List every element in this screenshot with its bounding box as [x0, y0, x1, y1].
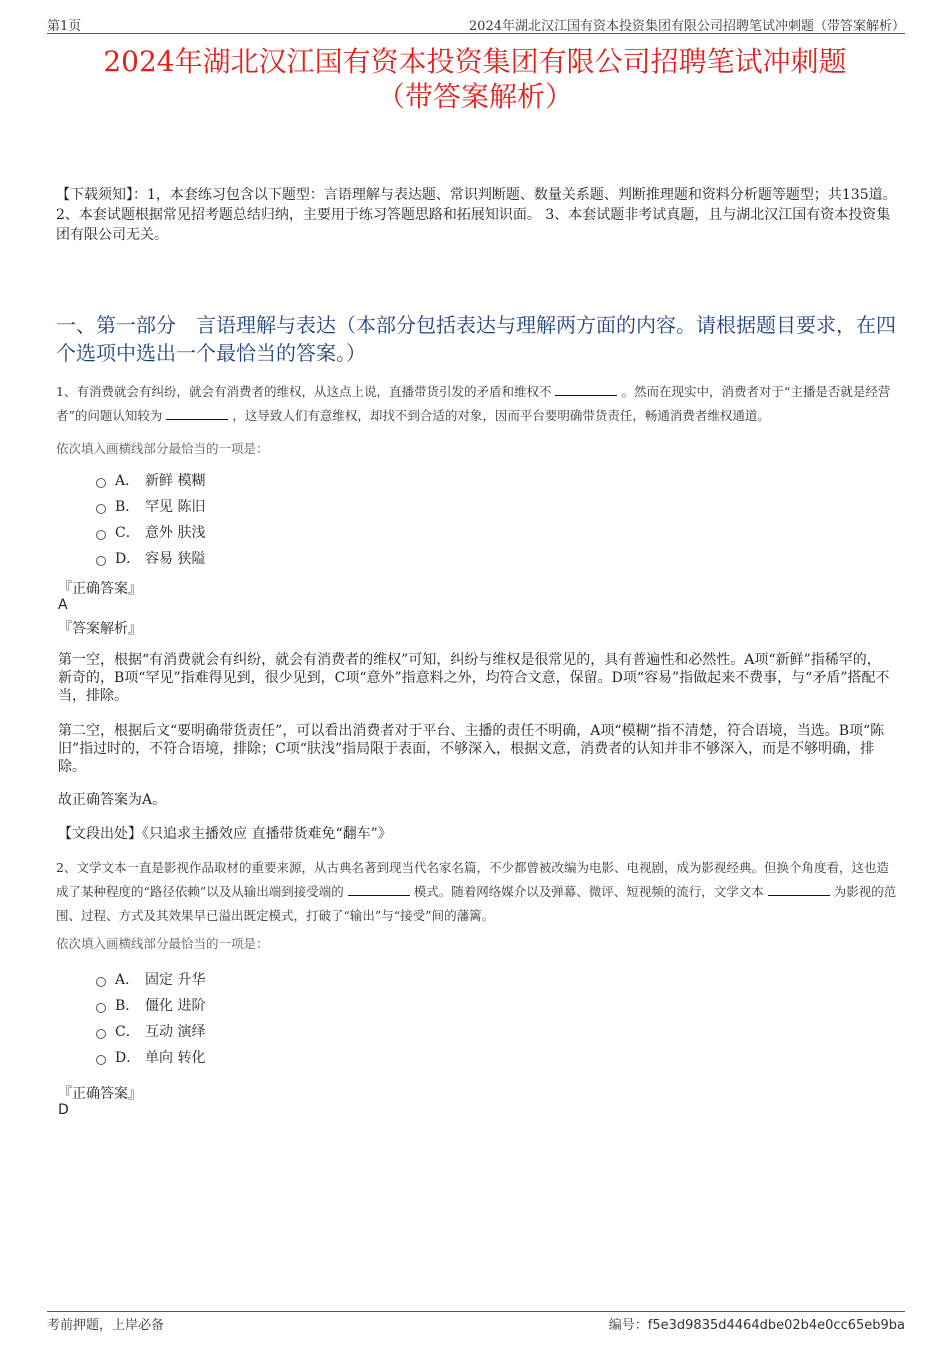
analysis-paragraph-2: 第二空，根据后文“要明确带货责任”，可以看出消费者对于平台、主播的责任不明确，A项“模糊”指不清楚，符合语境，当选。B项“陈旧”指过时的，不符合语境，排除；C项“肤浅”指局限于表面，不够深入，根据文意，消费者的认知并非不够深入，而是不够明确，排除。 [58, 723, 885, 775]
header-doc-title: 2024年湖北汉江国有资本投资集团有限公司招聘笔试冲刺题（带答案解析） [468, 19, 905, 34]
download-notice: 【下载须知】：1，本套练习包含以下题型：言语理解与表达题、常识判断题、数量关系题、判断推理题和资料分析题等题型；共135道。 2、本套试题根据常见招考题总结归纳，主要用于练习答题思路和拓展知识面。 3、本套试题非考试真题，且与湖北汉江国有资本投资集团有限公司无关。 [56, 187, 897, 243]
answer-tag: 『正确答案』 [58, 581, 142, 597]
radio-button[interactable] [96, 1029, 106, 1039]
question-1-hint: 依次填入画横线部分最恰当的一项是： [56, 441, 269, 456]
radio-button[interactable] [96, 530, 106, 540]
fill-blank [348, 882, 410, 896]
analysis-paragraph-1: 第一空，根据“有消费就会有纠纷，就会有消费者的维权”可知，纠纷与维权是很常见的，具有普遍性和必然性。A项“新鲜”指稀罕的，新奇的，B项“罕见”指难得见到，很少见到，C项“意外”指意料之外，均符合文意，保留。D项“容易”指做起来不费事，与“矛盾”搭配不当，排除。 [58, 652, 890, 704]
radio-button[interactable] [96, 504, 106, 514]
fill-blank [555, 382, 617, 396]
text-source: 【文段出处】《只追求主播效应 直播带货难免“翻车”》 [58, 826, 392, 842]
question-2-hint: 依次填入画横线部分最恰当的一项是： [56, 936, 269, 951]
title-line-1: 2024年湖北汉江国有资本投资集团有限公司招聘笔试冲刺题 [103, 45, 847, 78]
option-d[interactable]: D． 单向 转化 [96, 1044, 205, 1070]
option-c[interactable]: C． 互动 演绎 [96, 1018, 205, 1044]
radio-button[interactable] [96, 1003, 106, 1013]
radio-button[interactable] [96, 977, 106, 987]
code-label: 编号： [608, 1318, 648, 1333]
radio-button[interactable] [96, 1055, 106, 1065]
question-1-options [96, 467, 205, 571]
option-b[interactable]: B． 罕见 陈旧 [96, 493, 205, 519]
radio-button[interactable] [96, 556, 106, 566]
code-value: f5e3d9835d4464dbe02b4e0cc65eb9ba [647, 1318, 905, 1333]
question-2-text: 2、文学文本一直是影视作品取材的重要来源，从古典名著到现当代名家名篇，不少都曾被改编为电影、电视剧，成为影视经典。但换个角度看，这也造成了某种程度的“路径依赖”以及从输出端到接受端的 模式。随着网络媒介以及弹幕、微评、短视频的流行，文学文本 为影视的范围、过程、方式及其效果早已溢出既定模式，打破了“输出”与“接受”间的藩篱。 [56, 860, 897, 923]
option-b[interactable]: B． 僵化 进阶 [96, 992, 205, 1018]
fill-blank [768, 882, 830, 896]
option-a[interactable]: A． 新鲜 模糊 [96, 467, 205, 493]
analysis-tag: 『答案解析』 [58, 621, 142, 637]
page-header [47, 15, 905, 34]
page-title [40, 44, 910, 114]
fill-blank [166, 406, 228, 420]
analysis-conclusion: 故正确答案为A。 [58, 792, 167, 808]
section-heading: 一、第一部分 言语理解与表达（本部分包括表达与理解两方面的内容。请根据题目要求，在四个选项中选出一个最恰当的答案。） [56, 313, 896, 365]
option-c[interactable]: C． 意外 肤浅 [96, 519, 205, 545]
option-d[interactable]: D． 容易 狭隘 [96, 545, 205, 571]
question-1-text: 1、有消费就会有纠纷，就会有消费者的维权，从这点上说，直播带货引发的矛盾和维权不 。然而在现实中，消费者对于“主播是否就是经营者”的问题认知较为 ，这导致人们有意维权，却找不到合适的对象，因而平台要明确带货责任，畅通消费者维权通道。 [56, 384, 891, 423]
footer-slogan: 考前押题，上岸必备 [47, 1318, 165, 1333]
radio-button[interactable] [96, 478, 106, 488]
footer-code [609, 1314, 905, 1333]
question-2-options [96, 966, 205, 1070]
footer-divider [47, 1311, 905, 1313]
answer-tag: 『正确答案』 [58, 1086, 142, 1102]
title-line-2: （带答案解析） [376, 80, 573, 113]
page-number: 第1页 [47, 19, 82, 34]
answer-value: D [58, 1102, 69, 1118]
answer-value: A [58, 597, 68, 613]
option-a[interactable]: A． 固定 升华 [96, 966, 205, 992]
